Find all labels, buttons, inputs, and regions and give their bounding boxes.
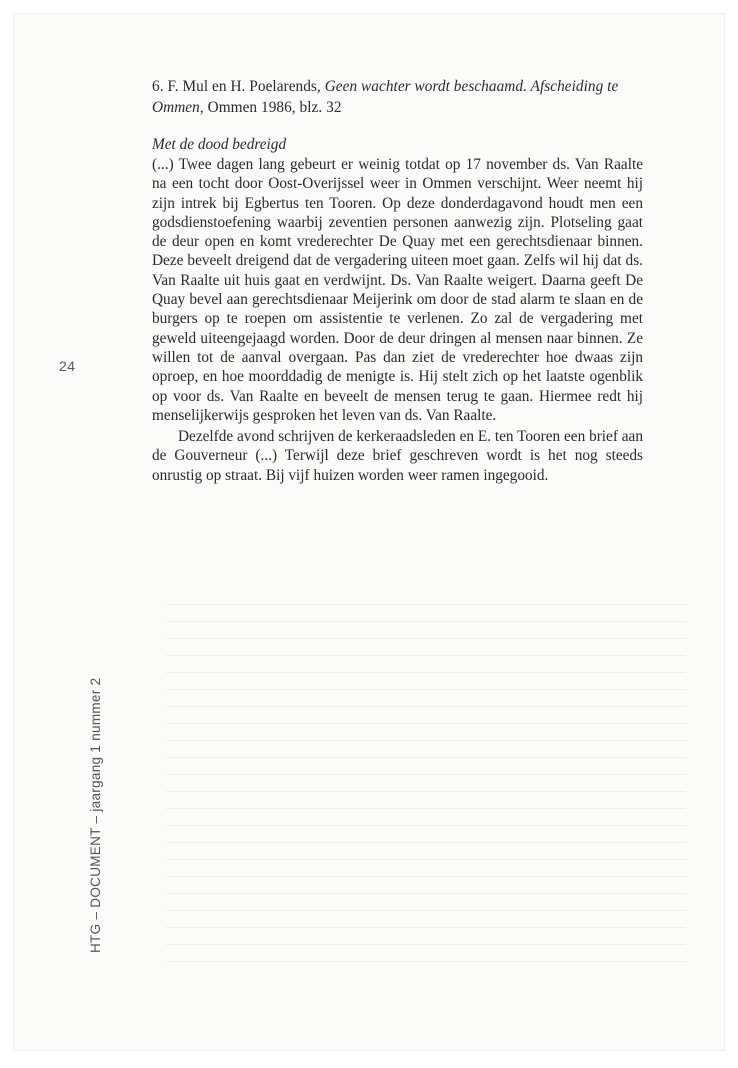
source-reference [152, 76, 650, 118]
reference-authors: 6. F. Mul en H. Poelarends, [152, 78, 325, 95]
body-text [152, 155, 643, 485]
page-number: 24 [59, 358, 76, 374]
paragraph: Dezelfde avond schrijven de kerkeraadsleden en E. ten Tooren een brief aan de Gouverneur (...) Terwijl deze brief geschreven wordt is het nog steeds onrustig op straat. Bij vijf huizen worden weer ramen ingegooid. [152, 428, 643, 484]
running-footer: HTG – DOCUMENT – jaargang 1 nummer 2 [88, 677, 103, 953]
show-through-text [166, 604, 686, 974]
reference-title: Geen wachter wordt beschaamd. Afscheiding te Ommen [152, 78, 619, 116]
reference-publication: , Ommen 1986, blz. 32 [199, 99, 342, 116]
paragraph: (...) Twee dagen lang gebeurt er weinig totdat op 17 november ds. Van Raalte na een tocht door Oost-Overijssel weer in Ommen verschijnt. Weer neemt hij zijn intrek bij Egbertus ten Tooren. Op deze donderdagavond houdt men een godsdienstoefening waarbij zeventien personen aanwezig zijn. Plotseling gaat de deur open en komt vrederechter De Quay met een gerechtsdienaar binnen. Deze beveelt dreigend dat de vergadering uiteen moet gaan. Zelfs wil hij dat ds. Van Raalte uit huis gaat en verdwijnt. Ds. Van Raalte weigert. Daarna geeft De Quay bevel aan gerechtsdienaar Meijerink om door de stad alarm te slaan en de burgers op te roepen om assistentie te verlenen. Zo zal de vergadering met geweld uiteengejaagd worden. Door de deur dringen al mensen naar binnen. Ze willen tot de aanval overgaan. Pas dan ziet de vrederechter hoe dwaas zijn oproep, en hoe moorddadig de menigte is. Hij stelt zich op het laatste ogenblik op voor ds. Van Raalte en beveelt de mensen terug te gaan. Hiermee redt hij menselijkerwijs gesproken het leven van ds. Van Raalte. [152, 156, 643, 424]
section-title: Met de dood bedreigd [152, 136, 287, 153]
